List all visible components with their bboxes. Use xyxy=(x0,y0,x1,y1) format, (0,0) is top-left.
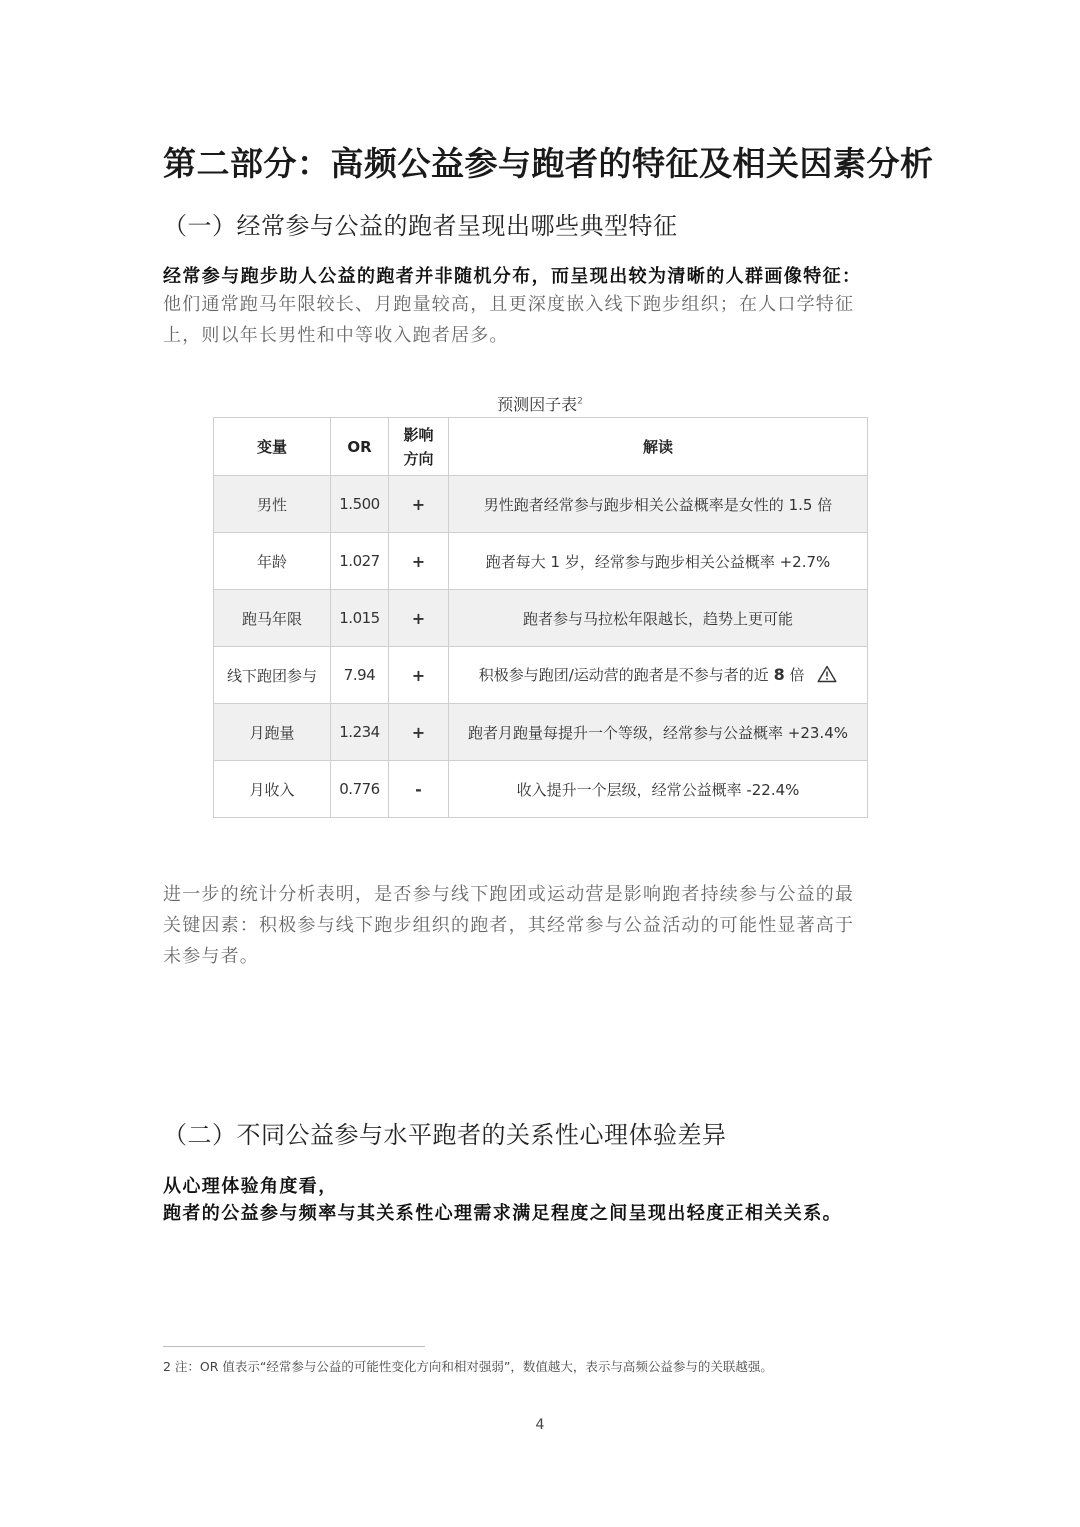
header-direction xyxy=(389,418,449,476)
header-variable: 变量 xyxy=(214,418,331,476)
paragraph-line: 关键因素：积极参与线下跑步组织的跑者，其经常参与公益活动的可能性显著高于 xyxy=(163,915,855,936)
header-or: OR xyxy=(331,418,389,476)
footnote-divider xyxy=(163,1346,425,1347)
interpretation-text: 倍 xyxy=(789,665,805,684)
cell-direction: - xyxy=(389,761,449,818)
paragraph-line: 进一步的统计分析表明，是否参与线下跑团或运动营是影响跑者持续参与公益的最 xyxy=(163,884,855,905)
cell-variable: 跑马年限 xyxy=(214,590,331,647)
cell-variable: 男性 xyxy=(214,476,331,533)
table-row xyxy=(214,590,868,647)
cell-interpretation: 跑者每大 1 岁，经常参与跑步相关公益概率 +2.7% xyxy=(449,533,868,590)
header-direction-line1: 影响 xyxy=(403,425,434,444)
body-paragraph-1 xyxy=(163,289,923,351)
header-direction-line2: 方向 xyxy=(403,449,434,468)
paragraph-line: 上，则以年长男性和中等收入跑者居多。 xyxy=(163,325,509,346)
table-row xyxy=(214,704,868,761)
paragraph-line: 未参与者。 xyxy=(163,946,259,967)
lead-sentence-1: 经常参与跑步助人公益的跑者并非随机分布，而呈现出较为清晰的人群画像特征： xyxy=(163,266,862,287)
cell-variable: 月收入 xyxy=(214,761,331,818)
cell-interpretation: 跑者参与马拉松年限越长，趋势上更可能 xyxy=(449,590,868,647)
cell-or: 0.776 xyxy=(331,761,389,818)
subsection-title-1: （一）经常参与公益的跑者呈现出哪些典型特征 xyxy=(163,212,678,240)
table-row xyxy=(214,761,868,818)
header-interpretation: 解读 xyxy=(449,418,868,476)
interpretation-text: 积极参与跑团/运动营的跑者是不参与者的近 xyxy=(478,665,769,684)
predictor-table xyxy=(213,417,868,818)
cell-variable: 年龄 xyxy=(214,533,331,590)
warning-icon xyxy=(817,665,837,687)
cell-or: 1.027 xyxy=(331,533,389,590)
table-caption xyxy=(213,392,867,415)
table-row xyxy=(214,533,868,590)
lead-sentence-2b: 跑者的公益参与频率与其关系性心理需求满足程度之间呈现出轻度正相关关系。 xyxy=(163,1203,842,1224)
table-header-row xyxy=(214,418,868,476)
cell-or: 1.500 xyxy=(331,476,389,533)
paragraph-line: 他们通常跑马年限较长、月跑量较高，且更深度嵌入线下跑步组织；在人口学特征 xyxy=(163,294,855,315)
lead-sentence-2a: 从心理体验角度看， xyxy=(163,1176,338,1197)
table-row xyxy=(214,476,868,533)
interpretation-emphasis: 8 xyxy=(773,664,785,684)
cell-direction: + xyxy=(389,533,449,590)
cell-variable: 月跑量 xyxy=(214,704,331,761)
table-caption-text: 预测因子表 xyxy=(497,395,578,414)
cell-interpretation: 收入提升一个层级，经常公益概率 -22.4% xyxy=(449,761,868,818)
cell-direction: + xyxy=(389,476,449,533)
section-title: 第二部分：高频公益参与跑者的特征及相关因素分析 xyxy=(163,144,934,183)
subsection-title-2: （二）不同公益参与水平跑者的关系性心理体验差异 xyxy=(163,1121,727,1149)
cell-direction: + xyxy=(389,590,449,647)
cell-or: 1.234 xyxy=(331,704,389,761)
cell-variable: 线下跑团参与 xyxy=(214,647,331,704)
cell-interpretation: 男性跑者经常参与跑步相关公益概率是女性的 1.5 倍 xyxy=(449,476,868,533)
cell-or: 7.94 xyxy=(331,647,389,704)
cell-direction: + xyxy=(389,647,449,704)
cell-interpretation: 跑者月跑量每提升一个等级，经常参与公益概率 +23.4% xyxy=(449,704,868,761)
footnote-ref: 2 xyxy=(577,396,583,407)
body-paragraph-2 xyxy=(163,879,923,972)
page-number: 4 xyxy=(535,1417,545,1433)
cell-interpretation xyxy=(449,647,868,704)
table-row xyxy=(214,647,868,704)
cell-direction: + xyxy=(389,704,449,761)
cell-or: 1.015 xyxy=(331,590,389,647)
footnote: 2 注：OR 值表示“经常参与公益的可能性变化方向和相对强弱”，数值越大，表示与高频公益参与的关联越强。 xyxy=(163,1359,773,1374)
